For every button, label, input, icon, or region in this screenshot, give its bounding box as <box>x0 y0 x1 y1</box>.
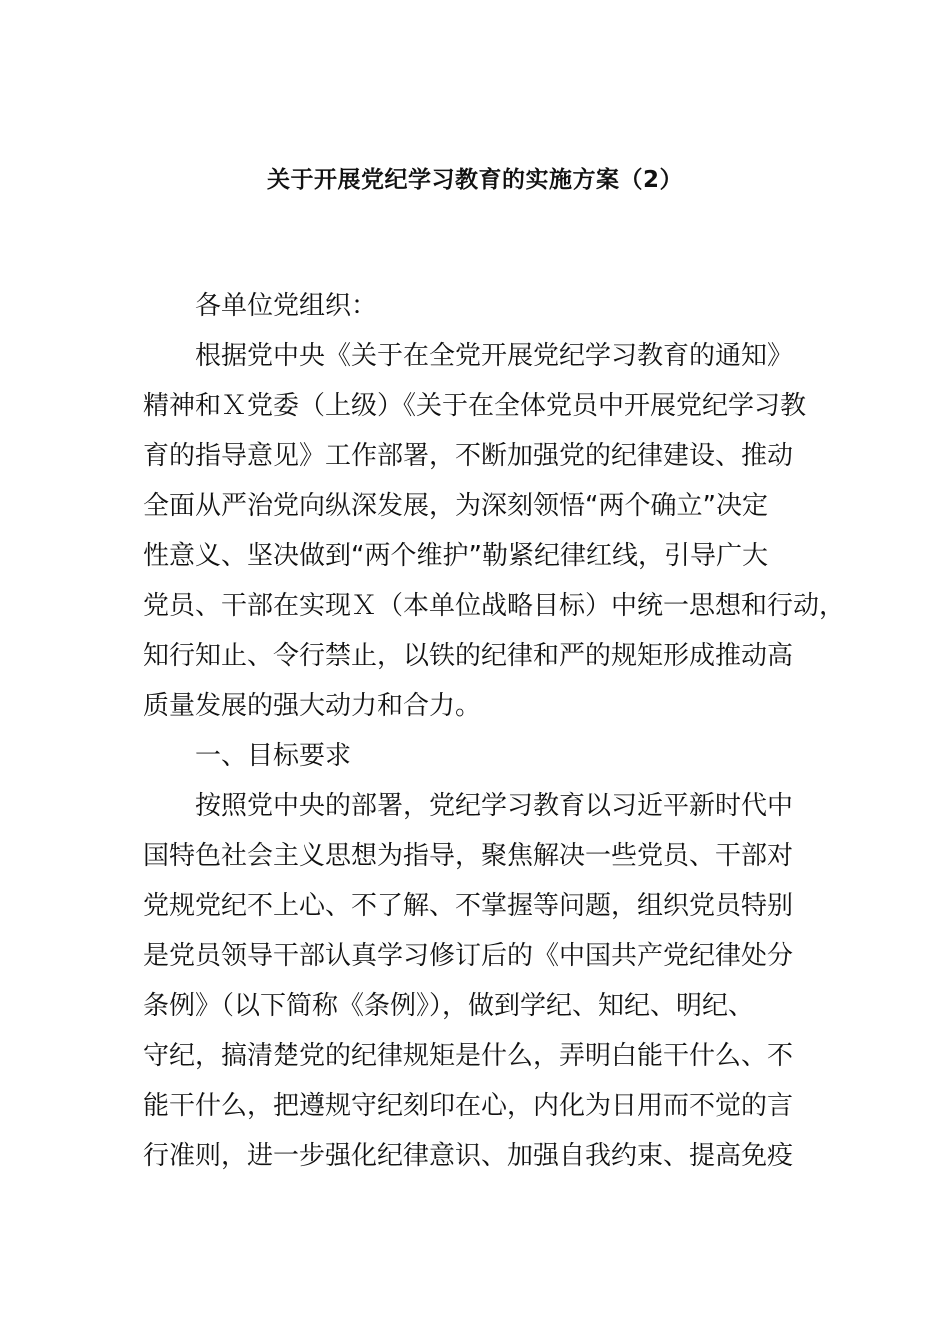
salutation: 各单位党组织： <box>195 291 378 321</box>
paragraph-line: 党规党纪不上心、不了解、不掌握等问题，组织党员特别 <box>143 891 794 921</box>
paragraph-line: 行准则，进一步强化纪律意识、加强自我约束、提高免疫 <box>143 1141 794 1171</box>
paragraph-line: 条例》（以下简称《条例》），做到学纪、知纪、明纪、 <box>143 991 755 1021</box>
paragraph-line: 全面从严治党向纵深发展，为深刻领悟“两个确立”决定 <box>143 491 768 521</box>
paragraph-line: 质量发展的强大动力和合力。 <box>143 691 482 721</box>
paragraph-line: 精神和Ｘ党委（上级）《关于在全体党员中开展党纪学习教 <box>143 391 807 421</box>
paragraph-line: 知行知止、令行禁止，以铁的纪律和严的规矩形成推动高 <box>143 641 794 671</box>
paragraph-line: 党员、干部在实现Ｘ（本单位战略目标）中统一思想和行动， <box>143 591 846 621</box>
document-body <box>143 281 846 1181</box>
paragraph-line: 根据党中央《关于在全党开展党纪学习教育的通知》 <box>195 341 794 371</box>
section-heading: 一、目标要求 <box>195 741 352 771</box>
document-title: 关于开展党纪学习教育的实施方案（2） <box>266 167 683 193</box>
paragraph-2 <box>143 781 815 1181</box>
paragraph-line: 育的指导意见》工作部署，不断加强党的纪律建设、推动 <box>143 441 794 471</box>
paragraph-line: 按照党中央的部署，党纪学习教育以习近平新时代中 <box>195 791 794 821</box>
paragraph-1 <box>143 331 846 731</box>
paragraph-line: 守纪，搞清楚党的纪律规矩是什么，弄明白能干什么、不 <box>143 1041 794 1071</box>
paragraph-line: 能干什么，把遵规守纪刻印在心，内化为日用而不觉的言 <box>143 1091 794 1121</box>
paragraph-line: 是党员领导干部认真学习修订后的《中国共产党纪律处分 <box>143 941 794 971</box>
paragraph-line: 性意义、坚决做到“两个维护”勒紧纪律红线，引导广大 <box>143 541 768 571</box>
paragraph-line: 国特色社会主义思想为指导，聚焦解决一些党员、干部对 <box>143 841 794 871</box>
